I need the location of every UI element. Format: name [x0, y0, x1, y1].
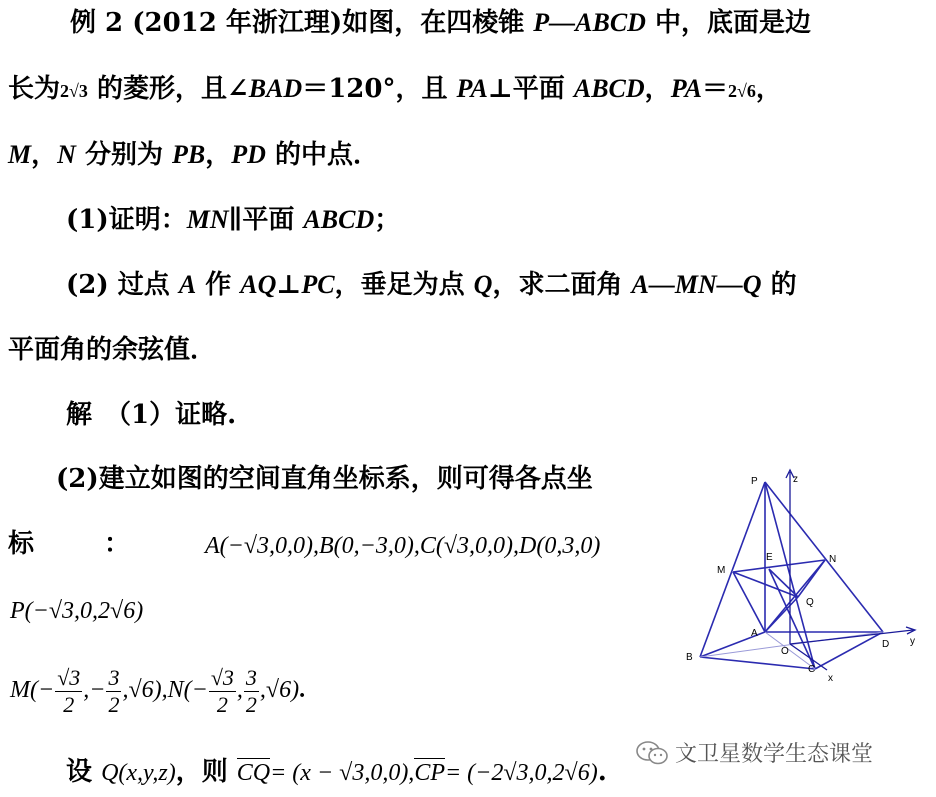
- vector-cp: CP: [414, 760, 445, 786]
- frac-3-over-2-n: $\frac{3}{2}$: [245, 664, 257, 717]
- vector-cq: CQ: [236, 760, 271, 786]
- problem-line-1: 例 2 (2012 年浙江理)如图，在四棱锥 P—ABCD 中，底面是边: [70, 8, 812, 38]
- edge-bc: [700, 657, 815, 669]
- frac-3-over-2: $\frac{3}{2}$: [108, 664, 120, 717]
- label-d: D: [882, 639, 890, 650]
- problem-part-2: (2) 过点 A 作 AQ⊥PC，垂足为点 Q，求二面角 A—MN—Q 的: [66, 270, 797, 300]
- frac-sqrt3-over-2: $\frac{√3}{2}$: [57, 664, 81, 717]
- label-m: M: [717, 565, 726, 576]
- solution-part-2: (2)建立如图的空间直角坐标系，则可得各点坐: [56, 464, 593, 494]
- coord-p: P(−√3,0,2√6): [10, 598, 144, 624]
- watermark-text: 文卫星数学生态课堂: [675, 742, 874, 767]
- segment-nq: [798, 560, 825, 597]
- pyramid-figure: [665, 462, 925, 692]
- label-o: O: [781, 646, 789, 657]
- problem-line-2: 长为2√3 的菱形，且∠BAD＝120°，且 PA⊥平面 ABCD，PA＝2√6，: [8, 74, 782, 104]
- label-c: C: [808, 664, 816, 675]
- wechat-icon: [635, 739, 669, 767]
- problem-line-3: M，N 分别为 PB，PD 的中点．: [8, 140, 380, 170]
- edge-pd: [765, 482, 883, 632]
- solution-part-1: 解 （1）证略.: [66, 400, 237, 430]
- label-e: E: [766, 552, 773, 563]
- solution-last-line: 设 Q(x,y,z)，则 CQ= (x − √3,0,0),CP= (−2√3,0,2√6).: [66, 757, 607, 787]
- label-y: y: [910, 636, 915, 647]
- coords-abcd: A(−√3,0,0),B(0,−3,0),C(√3,0,0),D(0,3,0): [205, 533, 601, 559]
- segment-eq: [769, 569, 798, 597]
- watermark: [635, 737, 873, 768]
- label-z: z: [793, 474, 798, 485]
- label-a: A: [751, 628, 758, 639]
- label-b: B: [686, 652, 693, 663]
- label-n: N: [829, 554, 837, 565]
- label-x: x: [828, 673, 833, 684]
- frac-sqrt3-over-2-n: $\frac{√3}{2}$: [210, 664, 234, 717]
- solution-coords-label: 标 ：: [8, 529, 131, 559]
- segment-mn: [733, 560, 825, 572]
- problem-part-2-cont: 平面角的余弦值．: [8, 335, 217, 365]
- segment-ma: [733, 572, 765, 632]
- problem-part-1: (1)证明：MN∥平面 ABCD；: [66, 205, 401, 235]
- segment-aq: [765, 597, 798, 632]
- label-p: P: [751, 476, 758, 487]
- coords-mn: M(− $\frac{√3}{2}$ ,− $\frac{3}{2}$ ,√6),N(− $\frac{√3}{2}$ , $\frac{3}{2}$ ,√6).: [10, 664, 306, 717]
- label-q: Q: [806, 597, 814, 608]
